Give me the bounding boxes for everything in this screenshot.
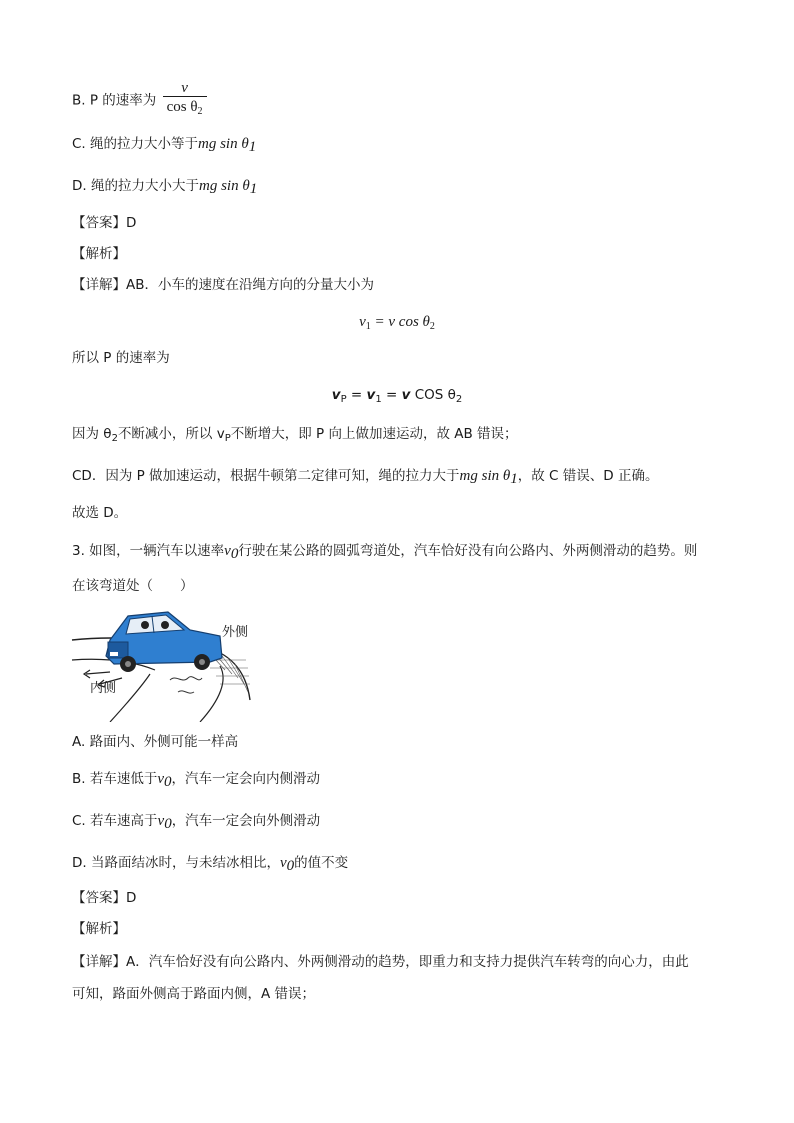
cd-sub: 1 <box>510 471 518 487</box>
option-c-sub: 1 <box>248 139 257 155</box>
opt-c-2: ，汽车一定会向外侧滑动 <box>171 813 321 829</box>
opt-d-2: 的值不变 <box>294 855 349 871</box>
car-curve-figure <box>70 600 260 722</box>
stem-1: 3. 如图，一辆汽车以速率 <box>72 543 225 559</box>
eq2-eq2: = <box>381 387 402 403</box>
eq2-b-sub: 1 <box>375 394 382 405</box>
detail-ab: 【详解】AB．小车的速度在沿绳方向的分量大小为 <box>72 277 374 293</box>
stem-v: v <box>224 543 231 559</box>
eq1-lhs: v <box>359 314 366 330</box>
opt-b-2: ，汽车一定会向内侧滑动 <box>171 771 321 787</box>
eq2-eq1: = <box>346 387 367 403</box>
eq2-a: v <box>331 387 341 403</box>
label-outer: 外侧 <box>222 625 249 640</box>
fraction-numerator: v <box>181 80 188 96</box>
opt-b-sub: 0 <box>164 774 172 790</box>
eq2-c-sub: 2 <box>455 394 463 405</box>
option-d <box>72 853 348 876</box>
option-b-prefix: B. P 的速率为 <box>72 92 157 109</box>
cd-2: ，故 C 错误、D 正确。 <box>517 468 659 484</box>
option-b-fraction <box>163 80 207 121</box>
eq2-a-sub: P <box>340 394 347 405</box>
detail-a-line1: 【详解】A．汽车恰好没有向公路内、外两侧滑动的趋势，即重力和支持力提供汽车转弯的向心力，由此 <box>72 954 689 970</box>
answer-label-3: 【答案】D <box>72 890 137 906</box>
because-sub1: 2 <box>111 433 118 444</box>
option-d-prev <box>72 176 257 199</box>
option-a: A. 路面内、外侧可能一样高 <box>72 734 239 750</box>
because-sub2: P <box>224 433 231 444</box>
road-mid-curve <box>200 666 223 722</box>
car-illustration <box>106 612 222 672</box>
fraction-denominator-sub: 2 <box>197 106 203 117</box>
opt-b-1: B. 若车速低于 <box>72 771 158 787</box>
opt-d-1: D. 当路面结冰时，与未结冰相比， <box>72 855 280 871</box>
option-d-expr: mg sin θ <box>198 178 250 194</box>
cd-expr: mg sin θ <box>459 468 511 484</box>
fraction-denominator: cos θ <box>166 99 198 115</box>
option-b <box>72 769 320 792</box>
option-d-prefix: D. 绳的拉力大小大于 <box>72 178 199 194</box>
analysis-label-1: 【解析】 <box>72 246 126 262</box>
opt-c-1: C. 若车速高于 <box>72 813 158 829</box>
label-inner: 内侧 <box>90 681 117 696</box>
answer-label-1: 【答案】D <box>72 215 137 231</box>
tire-marks <box>170 677 202 693</box>
because-1: 因为 θ <box>72 426 112 442</box>
option-b-prev <box>72 80 207 121</box>
option-c-expr: mg sin θ <box>198 136 249 152</box>
opt-b-v: v <box>157 771 165 787</box>
opt-d-sub: 0 <box>286 858 295 874</box>
opt-c-v: v <box>157 813 165 829</box>
cd-line <box>72 466 658 489</box>
so-text: 所以 P 的速率为 <box>72 350 170 366</box>
eq2-c: v <box>401 387 411 403</box>
option-c-prefix: C. 绳的拉力大小等于 <box>72 136 199 152</box>
opt-c-sub: 0 <box>164 816 172 832</box>
eq1-lhs-sub: 1 <box>365 321 371 332</box>
because-3: 不断增大，即 P 向上做加速运动，故 AB 错误； <box>230 426 518 442</box>
cd-1: CD．因为 P 做加速运动，根据牛顿第二定律可知，绳的拉力大于 <box>72 468 460 484</box>
because-2: 不断减小，所以 v <box>117 426 225 442</box>
because-line <box>72 424 518 449</box>
question3-stem-cont: 在该弯道处（ ） <box>72 578 194 594</box>
option-d-sub: 1 <box>249 181 258 197</box>
opt-d-v: v <box>279 855 287 871</box>
eq2-cos: COS θ <box>410 387 456 403</box>
equation-vp <box>0 385 794 410</box>
eq1-rhs: = v cos θ <box>370 314 430 330</box>
analysis-label-3: 【解析】 <box>72 921 126 937</box>
stem-2: 行驶在某公路的圆弧弯道处，汽车恰好没有向公路内、外两侧滑动的趋势。则 <box>238 543 698 559</box>
choose-line: 故选 D。 <box>72 505 128 521</box>
option-c-prev <box>72 134 256 157</box>
equation-v1 <box>0 312 794 337</box>
question3-stem <box>72 541 697 564</box>
option-c <box>72 811 320 834</box>
eq2-b: v <box>366 387 376 403</box>
detail-a-line2: 可知，路面外侧高于路面内侧，A 错误； <box>72 986 316 1002</box>
stem-v-sub: 0 <box>230 546 239 562</box>
eq1-rhs-sub: 2 <box>429 321 435 332</box>
